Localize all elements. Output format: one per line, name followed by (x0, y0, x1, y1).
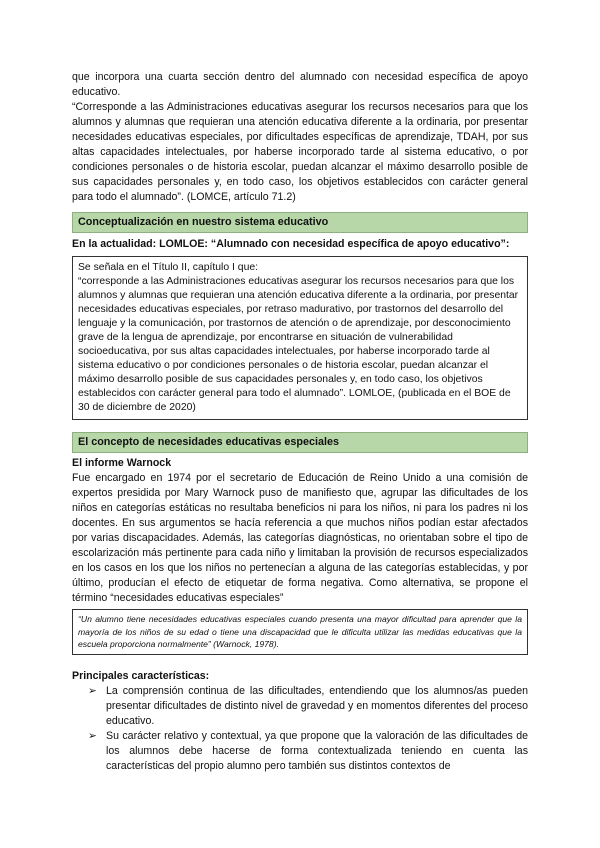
lomloe-box-text: “corresponde a las Administraciones educativas asegurar los recursos necesarios para que los alumnos y alumnas que requieran una atención educativa diferente a la ordinaria, por presentar necesidades educativas especiales, por retraso madurativo, por trastornos del desarrollo del lenguaje y la comunicación, por trastornos de atención o de aprendizaje, por desconocimiento grave de la lengua de aprendizaje, por encontrarse en situación de vulnerabilidad socioeducativa, por sus altas capacidades intelectuales, por haberse incorporado tarde al sistema educativo o por condiciones personales o de historia escolar, puedan alcanzar el máximo desarrollo posible de sus capacidades personales y, en todo caso, los objetivos establecidos con carácter general para todo el alumnado”. LOMLOE, (publicada en el BOE de 30 de diciembre de 2020) (78, 276, 519, 413)
section-heading-necesidades: El concepto de necesidades educativas especiales (72, 432, 528, 453)
arrow-bullet-icon: ➢ (88, 729, 97, 742)
lomloe-quote-box (72, 256, 528, 420)
section-conceptualizacion (72, 212, 528, 420)
list-item (72, 684, 528, 729)
feature-text: Su carácter relativo y contextual, ya que propone que la valoración de las dificultades de los alumnos debe hacerse de forma contextualizada teniendo en cuenta las características del propio alumno pero también sus distintos contextos de (106, 729, 528, 772)
warnock-quote: “Un alumno tiene necesidades educativas especiales cuando presenta una mayor dificultad para aprender que la mayoría de los niños de su edad o tiene una discapacidad que le dificulta utilizar las medidas educativas que la escuela proporciona normalmente” (Warnock, 1978). (78, 614, 522, 649)
arrow-bullet-icon: ➢ (88, 684, 97, 697)
warnock-quote-box (72, 609, 528, 655)
section-heading-conceptualizacion: Conceptualización en nuestro sistema educativo (72, 212, 528, 233)
lomloe-subheading: En la actualidad: LOMLOE: “Alumnado con necesidad específica de apoyo educativo”: (72, 238, 510, 250)
features-heading: Principales características: (72, 669, 210, 682)
feature-text: La comprensión continua de las dificultades, entendiendo que los alumnos/as pueden presentar dificultades de distinto nivel de gravedad y en momentos diferentes del proceso educativo. (106, 684, 528, 727)
list-item (72, 729, 528, 774)
warnock-body: Fue encargado en 1974 por el secretario de Educación de Reino Unido a una comisión de expertos presidida por Mary Warnock puso de manifiesto que, agrupar las dificultades de los niños en categorías estáticas no resultaba beneficios ni para los niños, ni para los padres ni los docentes. En sus argumentos se hacía referencia a que muchos niños podían estar afectados por varias discapacidades. Además, las categorías diagnósticas, no orientaban sobre el tipo de escolarización más pertinente para cada niño y limitaban la provisión de recursos especializados en los casos en los que los niños no pertenecían a alguna de las categorías establecidas, y por último, producían el efecto de etiquetar de forma negativa. Como alternativa, se propone el término “necesidades educativas especiales” (72, 472, 528, 604)
lomloe-box-lead: Se señala en el Título II, capítulo I que: (78, 262, 259, 273)
warnock-subheading: El informe Warnock (72, 457, 172, 469)
intro-block (72, 70, 528, 205)
intro-paragraph-1: que incorpora una cuarta sección dentro del alumnado con necesidad específica de apoyo educativo. (72, 71, 528, 98)
section-necesidades (72, 432, 528, 774)
intro-quote-lomce: “Corresponde a las Administraciones educativas asegurar los recursos necesarios para que los alumnos y alumnas que requieran una atención educativa diferente a la ordinaria, por presentar necesidades educativas especiales, por dificultades específicas de aprendizaje, TDAH, por sus altas capacidades intelectuales, por haberse incorporado tarde al sistema educativo, o por condiciones personales o de historia escolar, puedan alcanzar el máximo desarrollo posible de sus capacidades personales y, en todo caso, los objetivos establecidos con carácter general para todo el alumnado”. (LOMCE, artículo 71.2) (72, 101, 528, 203)
features-list (72, 684, 528, 774)
